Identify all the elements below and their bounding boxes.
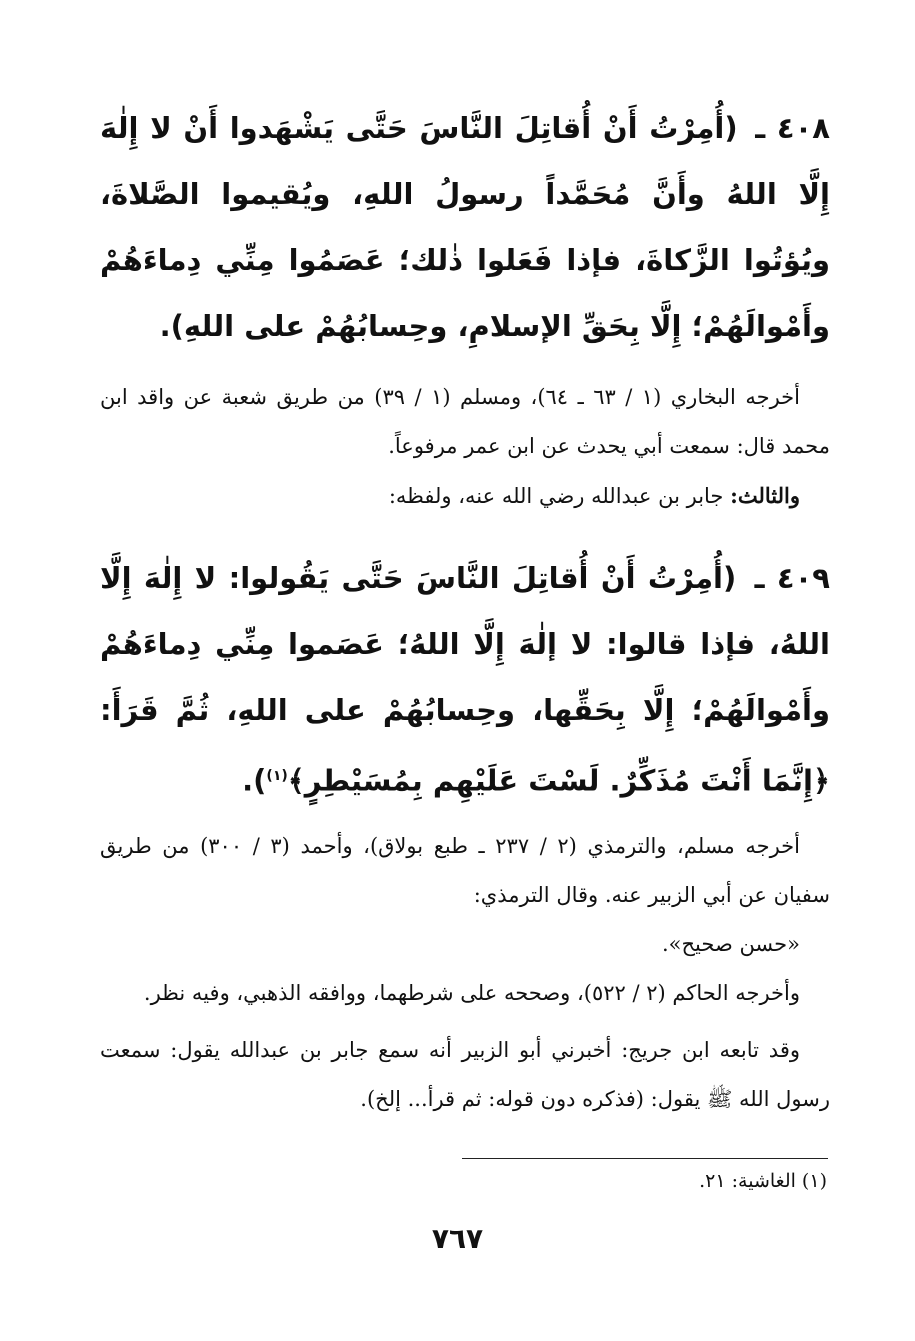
hadith-409 (100, 545, 830, 814)
page-body (100, 95, 830, 1124)
spacer (100, 814, 830, 822)
third-narration-lead: والثالث: (730, 483, 800, 508)
third-narration-text: جابر بن عبدالله رضي الله عنه، ولفظه: (388, 484, 724, 508)
spacer (100, 1018, 830, 1026)
third-narration-intro (100, 471, 830, 521)
spacer (100, 521, 830, 545)
hadith-number: ٤٠٨ ـ (755, 111, 830, 145)
takhrij-note: أخرجه مسلم، والترمذي (٢ / ٢٣٧ ـ طبع بولاق)، وأحمد (٣ / ٣٠٠) من طريق سفيان عن أبي الزبير عنه. وقال الترمذي: (100, 833, 830, 907)
footnote: (١) الغاشية: ٢١. (699, 1170, 827, 1192)
spacer (100, 359, 830, 373)
hadith-408 (100, 95, 830, 359)
hadith-text: (أُمِرْتُ أَنْ أُقاتِلَ النَّاسَ حَتَّى يَقُولوا: لا إِلٰهَ إِلَّا اللهُ، فإذا قالوا: لا إلٰهَ إِلَّا اللهُ؛ عَصَموا مِنِّي دِماءَهُمْ وأَمْوالَهُمْ؛ إِلَّا بِحَقِّها، وحِسابُهُمْ على اللهِ، ثُمَّ قَرَأَ: ﴿إِنَّمَا أَنْتَ مُذَكِّرٌ. لَسْتَ عَلَيْهِم بِمُسَيْطِرٍ﴾ (100, 561, 830, 798)
tirmidhi-grade: «حسن صحيح». (661, 931, 800, 956)
footnote-divider (462, 1158, 828, 1159)
hakim-note: وأخرجه الحاكم (٢ / ٥٢٢)، وصححه على شرطهما، ووافقه الذهبي، وفيه نظر. (143, 980, 800, 1005)
footnote-reference: (١) (266, 768, 288, 784)
hadith-text: (أُمِرْتُ أَنْ أُقاتِلَ النَّاسَ حَتَّى يَشْهَدوا أَنْ لا إِلٰهَ إِلَّا اللهُ وأَنَّ مُحَمَّداً رسولُ اللهِ، ويُقيموا الصَّلاةَ، ويُؤتُوا الزَّكاةَ، فإذا فَعَلوا ذٰلك؛ عَصَمُوا مِنِّي دِماءَهُمْ وأَمْوالَهُمْ؛ إِلَّا بِحَقِّ الإسلامِ، وحِسابُهُمْ على اللهِ). (100, 111, 830, 343)
ibn-jurayj-note: وقد تابعه ابن جريج: أخبرني أبو الزبير أنه سمع جابر بن عبدالله يقول: سمعت رسول الله ﷺ يقول: (فذكره دون قوله: ثم قرأ... إلخ). (100, 1037, 830, 1111)
hadith-closing: ). (242, 763, 267, 798)
takhrij-note: أخرجه البخاري (١ / ٦٣ ـ ٦٤)، ومسلم (١ / ٣٩) من طريق شعبة عن واقد ابن محمد قال: سمعت أبي يحدث عن ابن عمر مرفوعاً. (100, 385, 830, 458)
hadith-number: ٤٠٩ ـ (754, 561, 830, 595)
page-number: ٧٦٧ (431, 1222, 484, 1255)
